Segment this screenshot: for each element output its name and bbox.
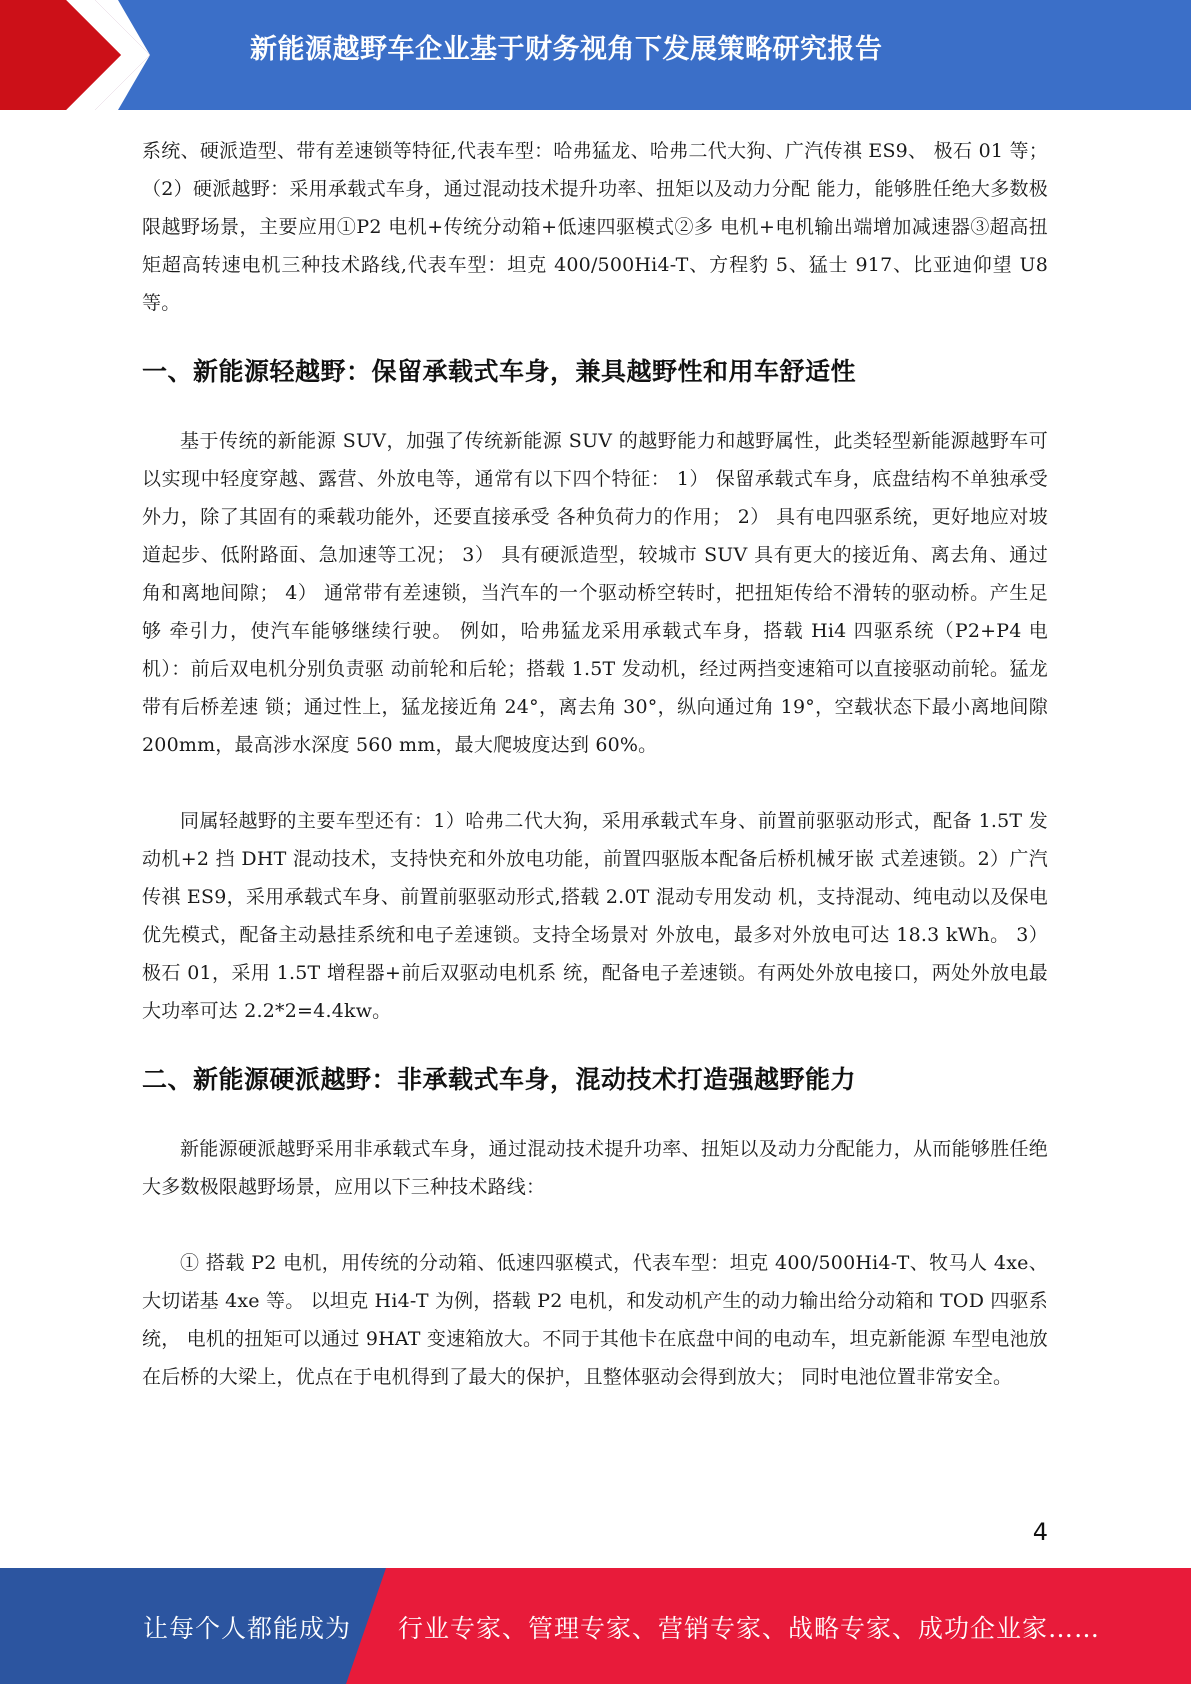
section1-paragraph-2: 同属轻越野的主要车型还有：1）哈弗二代大狗，采用承载式车身、前置前驱驱动形式，配备 1.5T 发动机+2 挡 DHT 混动技术，支持快充和外放电功能，前置四驱版本配备后桥机械牙嵌 式差速锁。2）广汽传祺 ES9，采用承载式车身、前置前驱驱动形式,搭载 2.0T 混动专用发动 机，支持混动、纯电动以及保电优先模式，配备主动悬挂系统和电子差速锁。支持全场景对 外放电，最多对外放电可达 18.3 kWh。 3）极石 01，采用 1.5T 增程器+前后双驱动电机系 统，配备电子差速锁。有两处外放电接口，两处外放电最大功率可达 2.2*2=4.4kw。 — [142, 810, 1048, 1022]
intro-paragraph: 系统、硬派造型、带有差速锁等特征,代表车型：哈弗猛龙、哈弗二代大狗、广汽传祺 ES9、 极石 01 等；（2）硬派越野：采用承载式车身，通过混动技术提升功率、扭矩以及动力分配 能力，能够胜任绝大多数极限越野场景，主要应用①P2 电机+传统分动箱+低速四驱模式②多 电机+电机输出端增加减速器③超高扭矩超高转速电机三种技术路线,代表车型：坦克 400/500Hi4-T、方程豹 5、猛士 917、比亚迪仰望 U8 等。 — [142, 140, 1048, 314]
document-title: 新能源越野车企业基于财务视角下发展策略研究报告 — [250, 34, 883, 65]
main-content — [142, 132, 1048, 1396]
page-number: 4 — [1032, 1518, 1048, 1546]
section2-paragraph-1: 新能源硬派越野采用非承载式车身，通过混动技术提升功率、扭矩以及动力分配能力，从而能够胜任绝大多数极限越野场景，应用以下三种技术路线： — [142, 1138, 1048, 1198]
page-footer — [0, 1568, 1191, 1684]
section2-paragraph-2: ① 搭载 P2 电机，用传统的分动箱、低速四驱模式，代表车型：坦克 400/500Hi4-T、牧马人 4xe、大切诺基 4xe 等。 以坦克 Hi4-T 为例，搭载 P2 电机，和发动机产生的动力输出给分动箱和 TOD 四驱系统， 电机的扭矩可以通过 9HAT 变速箱放大。不同于其他卡在底盘中间的电动车，坦克新能源 车型电池放在后桥的大梁上，优点在于电机得到了最大的保护，且整体驱动会得到放大； 同时电池位置非常安全。 — [142, 1252, 1048, 1388]
footer-slogan-left: 让每个人都能成为 — [143, 1614, 352, 1643]
section1-paragraph-1: 基于传统的新能源 SUV，加强了传统新能源 SUV 的越野能力和越野属性，此类轻型新能源越野车可以实现中轻度穿越、露营、外放电等，通常有以下四个特征： 1） 保留承载式车身，底盘结构不单独承受外力，除了其固有的乘载功能外，还要直接承受 各种负荷力的作用； 2） 具有电四驱系统，更好地应对坡道起步、低附路面、急加速等工况； 3） 具有硬派造型，较城市 SUV 具有更大的接近角、离去角、通过角和离地间隙； 4） 通常带有差速锁，当汽车的一个驱动桥空转时，把扭矩传给不滑转的驱动桥。产生足够 牵引力，使汽车能够继续行驶。 例如，哈弗猛龙采用承载式车身，搭载 Hi4 四驱系统（P2+P4 电机）：前后双电机分别负责驱 动前轮和后轮；搭载 1.5T 发动机，经过两挡变速箱可以直接驱动前轮。猛龙带有后桥差速 锁；通过性上，猛龙接近角 24°，离去角 30°，纵向通过角 19°，空载状态下最小离地间隙 200mm，最高涉水深度 560 mm，最大爬坡度达到 60%。 — [142, 430, 1048, 756]
section-heading-2: 二、新能源硬派越野：非承载式车身，混动技术打造强越野能力 — [142, 1065, 857, 1094]
header-arrow-decoration — [0, 0, 170, 110]
section-heading-1: 一、新能源轻越野：保留承载式车身，兼具越野性和用车舒适性 — [142, 357, 857, 386]
page-header — [0, 0, 1191, 110]
footer-slogan-right: 行业专家、管理专家、营销专家、战略专家、成功企业家…… — [398, 1614, 1101, 1643]
